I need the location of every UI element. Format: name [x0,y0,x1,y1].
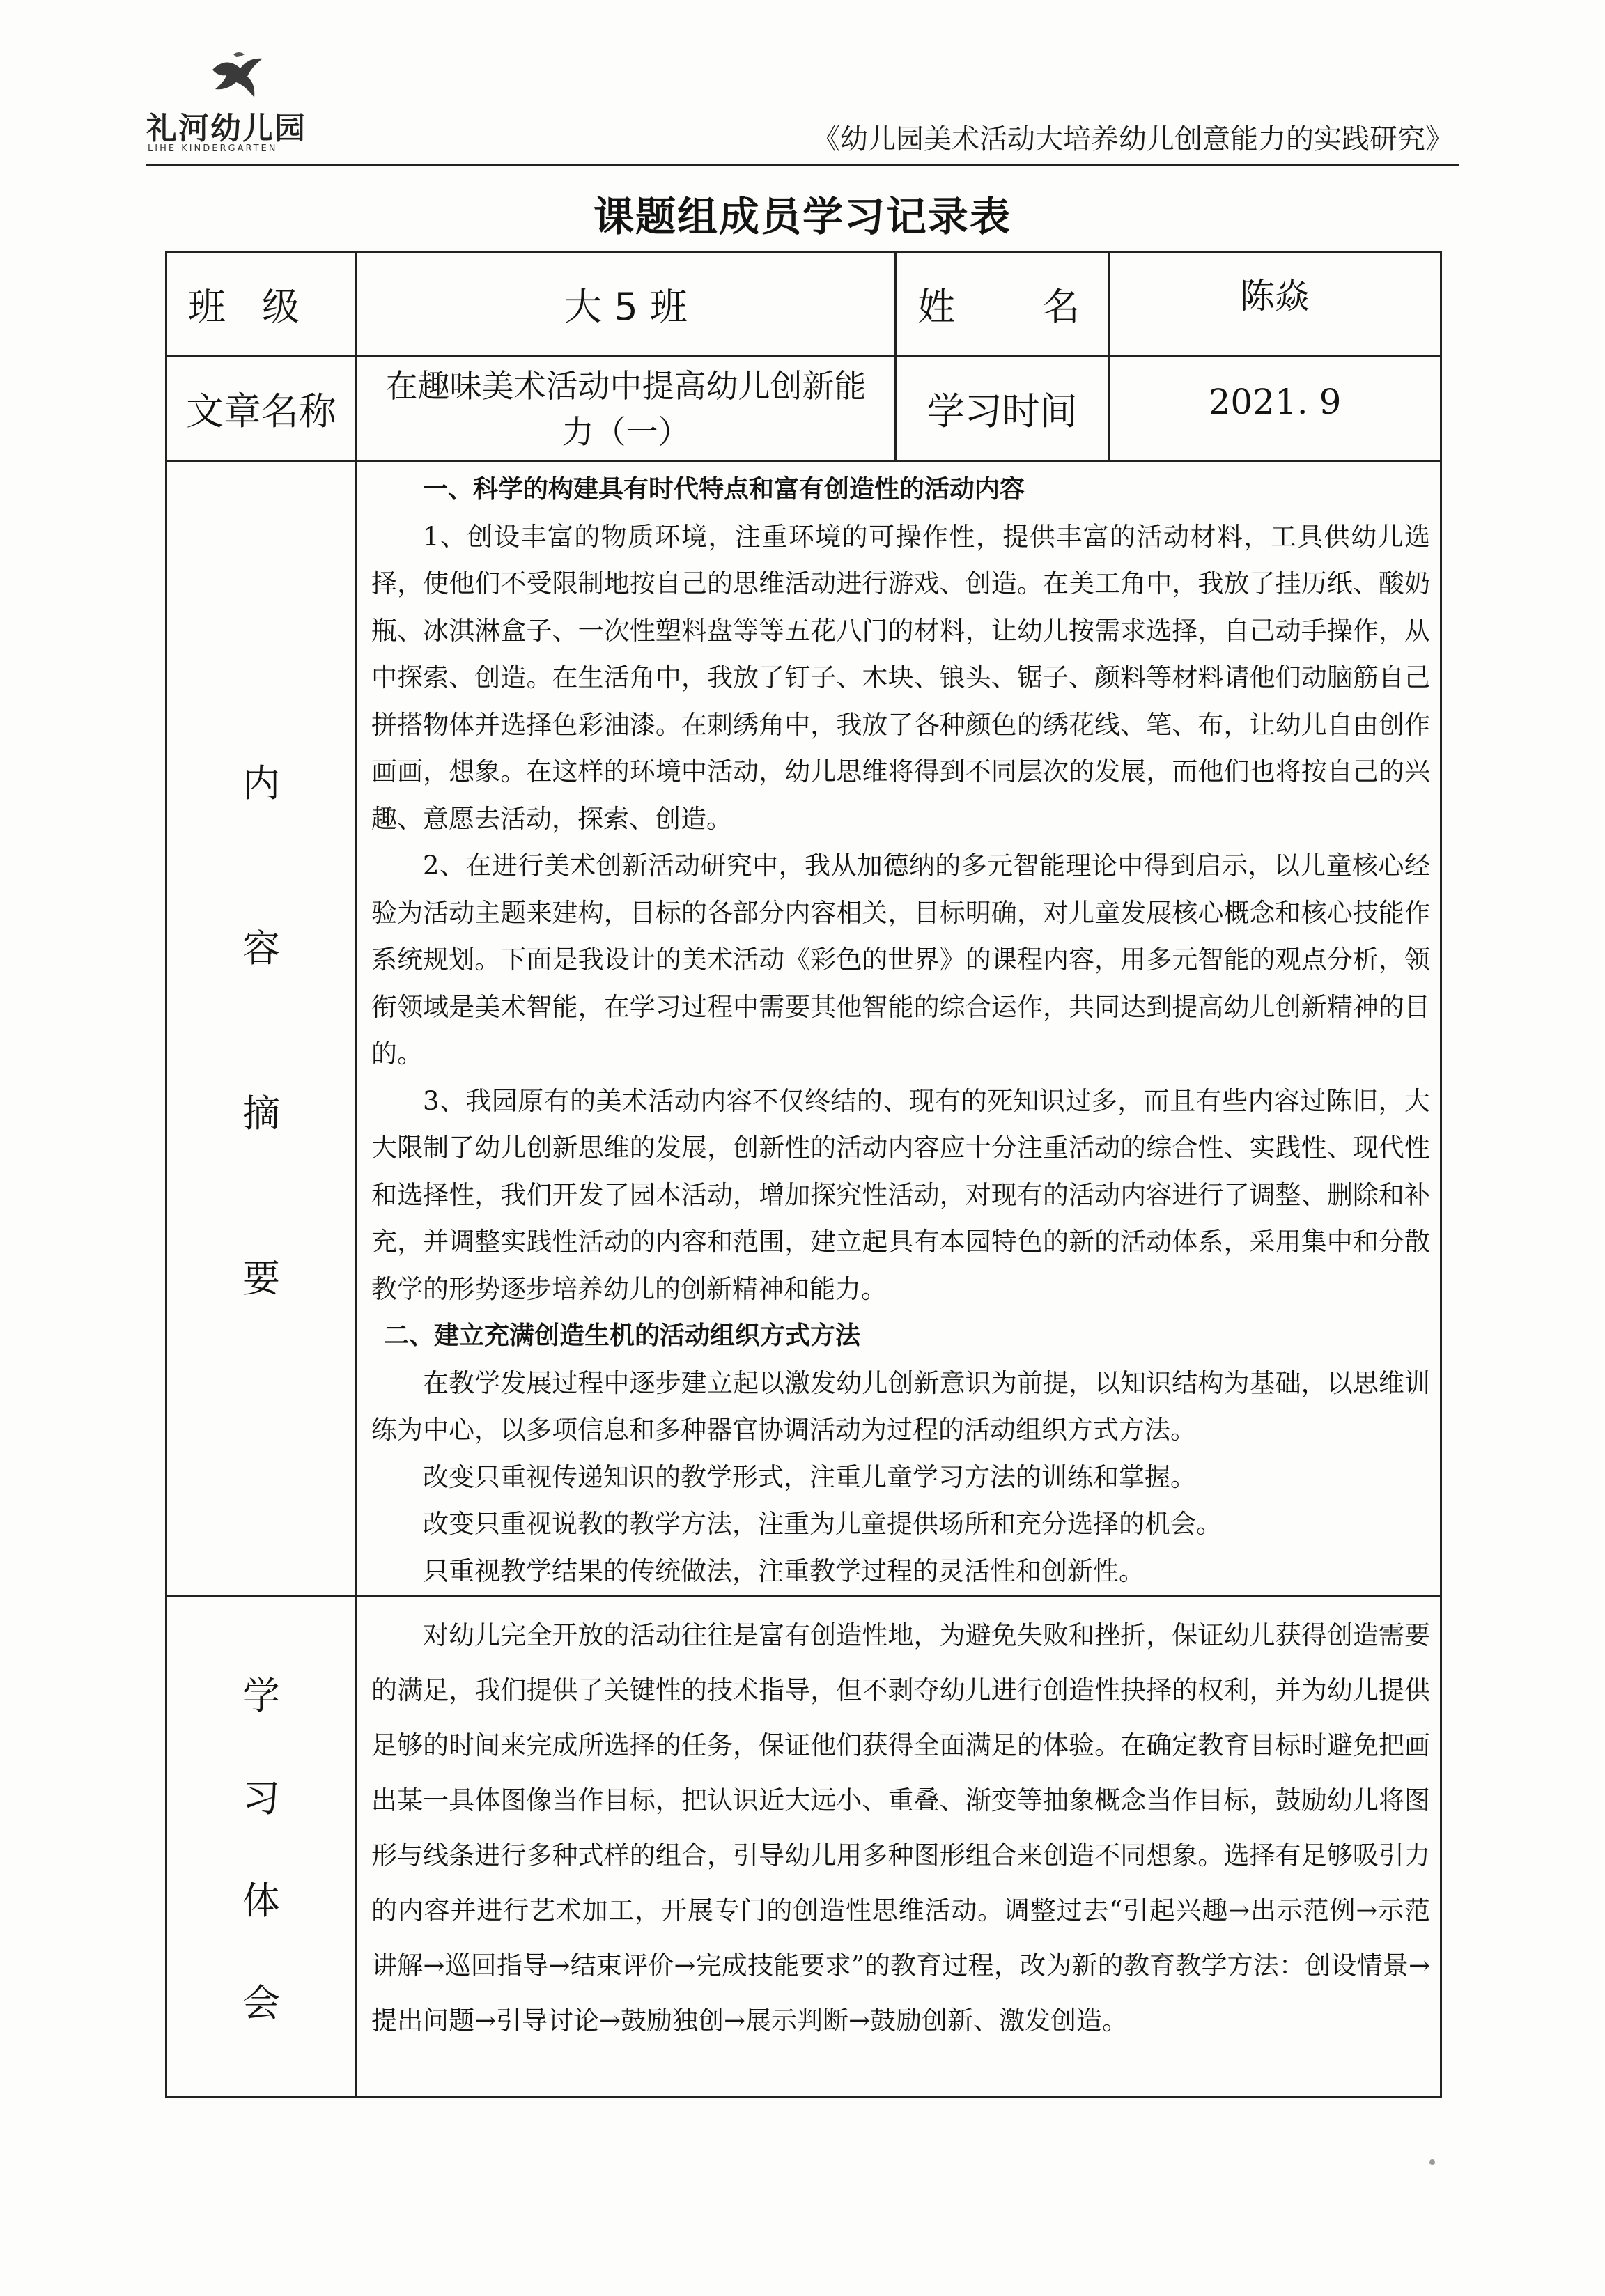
document-title: 课题组成员学习记录表 [593,193,1011,240]
experience-label [166,1596,357,2097]
class-label-cell [166,252,357,357]
summary-paragraph-2: 2、在进行美术创新活动研究中，我从加德纳的多元智能理论中得到启示，以儿童核心经验为活动主题来建构，目标的各部分内容相关，目标明确，对儿童发展核心概念和核心技能作系统规划。下面是我设计的美术活动《彩色的世界》的课程内容，用多元智能的观点分析，领衔领域是美术智能，在学习过程中需要其他智能的综合运作，共同达到提高幼儿创新精神的目的。 [371,851,1430,1069]
article-label: 文章名称 [166,357,357,461]
summary-heading-1: 一、科学的构建具有时代特点和富有创造性的活动内容 [423,475,1025,504]
summary-paragraph-7: 只重视教学结果的传统做法，注重教学过程的灵活性和创新性。 [423,1556,1145,1586]
time-value: 2021. 9 [1109,357,1441,461]
experience-label-char-2: 习 [242,1776,280,1820]
experience-text: 对幼儿完全开放的活动往往是富有创造性地，为避免失败和挫折，保证幼儿获得创造需要的满足，我们提供了关键性的技术指导，但不剥夺幼儿进行创造性抉择的权利，并为幼儿提供足够的时间来完成所选择的任务，保证他们获得全面满足的体验。在确定教育目标时避免把画出某一具体图像当作目标，把认识近大远小、重叠、渐变等抽象概念当作目标，鼓励幼儿将图形与线条进行多种式样的组合，引导幼儿用多种图形组合来创造不同想象。选择有足够吸引力的内容并进行艺术加工，开展专门的创造性思维活动。调整过去“引起兴趣→出示范例→示范讲解→巡回指导→结束评价→完成技能要求”的教育过程，改为新的教育教学方法：创设情景→提出问题→引导讨论→鼓励独创→展示判断→鼓励创新、激发创造。 [371,1620,1430,2035]
article-value: 在趣味美术活动中提高幼儿创新能力（一） [357,357,896,461]
table-row [166,252,1441,357]
name-label-char-1: 姓 [917,285,955,329]
logo-text: 礼河幼儿园 [146,111,307,146]
table-row [166,1596,1441,2097]
logo-bird-icon [206,49,268,104]
summary-label-char-4: 要 [242,1257,280,1301]
experience-label-char-1: 学 [242,1673,280,1718]
name-label-char-2: 名 [1042,285,1080,329]
summary-paragraph-4: 在教学发展过程中逐步建立起以激发幼儿创新意识为前提，以知识结构为基础，以思维训练为中心，以多项信息和多种器官协调活动为过程的活动组织方式方法。 [371,1367,1430,1445]
study-record-table [165,251,1442,2098]
summary-content [357,461,1441,1596]
summary-label-char-2: 容 [242,926,280,970]
experience-content [357,1596,1441,2097]
name-label-cell [896,252,1109,357]
summary-paragraph-1: 1、创设丰富的物质环境，注重环境的可操作性，提供丰富的活动材料，工具供幼儿选择，使他们不受限制地按自己的思维活动进行游戏、创造。在美工角中，我放了挂历纸、酸奶瓶、冰淇淋盒子、一次性塑料盘等等五花八门的材料，让幼儿按需求选择，自己动手操作，从中探索、创造。在生活角中，我放了钉子、木块、锒头、锯子、颜料等材料请他们动脑筋自己拼搭物体并选择色彩油漆。在刺绣角中，我放了各种颜色的绣花线、笔、布，让幼儿自由创作画画，想象。在这样的环境中活动，幼儿思维将得到不同层次的发展，而他们也将按自己的兴趣、意愿去活动，探索、创造。 [371,521,1430,834]
class-value: 大 5 班 [357,252,896,357]
summary-paragraph-6: 改变只重视说教的教学方法，注重为儿童提供场所和充分选择的机会。 [423,1509,1222,1539]
summary-label-char-3: 摘 [242,1092,280,1135]
logo-subtext: LIHE KINDERGARTEN [148,144,278,154]
class-label-char-1: 班 [188,285,226,329]
summary-label [166,461,357,1596]
experience-label-char-4: 会 [242,1980,280,2025]
project-title: 《幼儿园美术活动大培养幼儿创意能力的实践研究》 [812,123,1453,155]
header-divider [146,164,1459,166]
scan-speck [1429,2159,1435,2165]
table-row [166,461,1441,1596]
experience-label-char-3: 体 [242,1878,280,1923]
table-row [166,357,1441,461]
class-label-char-2: 级 [262,285,300,329]
summary-paragraph-5: 改变只重视传递知识的教学形式，注重儿童学习方法的训练和掌握。 [423,1461,1196,1492]
summary-heading-2: 二、建立充满创造生机的活动组织方式方法 [384,1321,861,1350]
summary-paragraph-3: 3、我园原有的美术活动内容不仅终结的、现有的死知识过多，而且有些内容过陈旧，大大限制了幼儿创新思维的发展，创新性的活动内容应十分注重活动的综合性、实践性、现代性和选择性，我们开发了园本活动，增加探究性活动，对现有的活动内容进行了调整、删除和补充，并调整实践性活动的内容和范围，建立起具有本园特色的新的活动体系，采用集中和分散教学的形势逐步培养幼儿的创新精神和能力。 [371,1085,1430,1304]
summary-label-char-1: 内 [242,761,280,805]
kindergarten-logo [146,49,327,153]
name-value: 陈焱 [1109,252,1441,357]
time-label: 学习时间 [896,357,1109,461]
